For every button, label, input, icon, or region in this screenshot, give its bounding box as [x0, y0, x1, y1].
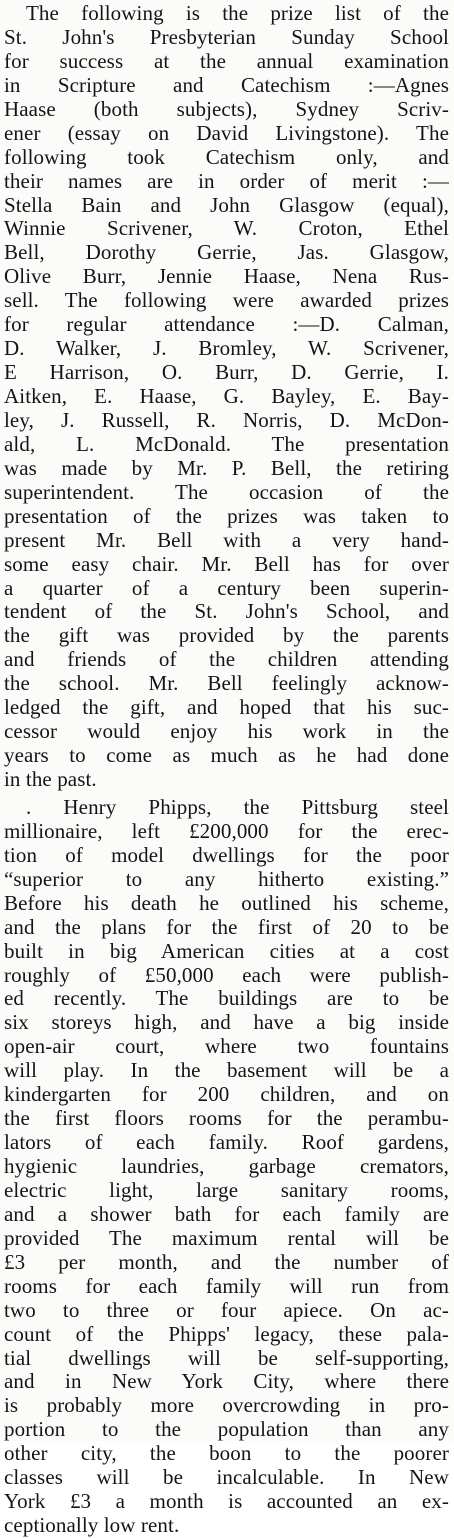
text-line: ald, L. McDonald. The presentation [4, 431, 449, 456]
text-line: rooms for each family will run from [4, 1273, 449, 1298]
text-line: . Henry Phipps, the Pittsburg steel [26, 794, 449, 819]
text-line: Stella Bain and John Glasgow (equal), [4, 192, 449, 217]
text-line: and a shower bath for each family are [4, 1201, 449, 1226]
text-line: hygienic laundries, garbage cremators, [4, 1154, 449, 1178]
text-line: tial dwellings will be self-supporting, [4, 1345, 449, 1370]
text-line: ener (essay on David Livingstone). The [4, 120, 449, 145]
text-line: years to come as much as he had done [4, 743, 449, 768]
text-line: The following is the prize list of the [26, 1, 449, 25]
text-line: cessor would enjoy his work in the [4, 719, 449, 744]
text-line: kindergarten for 200 children, and on [4, 1082, 449, 1107]
text-line: in Scripture and Catechism :—Agnes [4, 72, 449, 97]
text-line: their names are in order of merit :— [4, 168, 449, 193]
text-line: Before his death he outlined his scheme, [4, 890, 449, 915]
text-line: Aitken, E. Haase, G. Bayley, E. Bay- [4, 384, 449, 408]
text-line: for regular attendance :—D. Calman, [4, 312, 449, 337]
text-line: tendent of the St. John's School, and [4, 599, 449, 624]
text-line: present Mr. Bell with a very hand- [4, 527, 449, 552]
text-line: ledged the gift, and hoped that his suc- [4, 695, 449, 720]
text-line: six storeys high, and have a big inside [4, 1010, 449, 1035]
text-line: Winnie Scrivener, W. Croton, Ethel [4, 216, 449, 241]
text-line: ley, J. Russell, R. Norris, D. McDon- [4, 407, 449, 432]
paragraph-phipps-dwellings [4, 796, 449, 1538]
text-line: superintendent. The occasion of the [4, 479, 449, 504]
text-line: and friends of the children attending [4, 647, 449, 672]
text-line: Olive Burr, Jennie Haase, Nena Rus- [4, 264, 449, 289]
text-line: classes will be incalculable. In New [4, 1465, 449, 1490]
text-line: provided The maximum rental will be [4, 1225, 449, 1250]
text-line: presentation of the prizes was taken to [4, 503, 449, 528]
text-line: count of the Phipps' legacy, these pala- [4, 1321, 449, 1346]
text-line: ed recently. The buildings are to be [4, 986, 449, 1011]
text-line: was made by Mr. P. Bell, the retiring [4, 455, 449, 480]
text-line: D. Walker, J. Bromley, W. Scrivener, [4, 336, 449, 361]
text-line: the gift was provided by the parents [4, 623, 449, 648]
text-line: in the past. [4, 767, 97, 791]
text-line: ceptionally low rent. [4, 1513, 180, 1538]
text-line: and in New York City, where there [4, 1369, 449, 1394]
paragraph-sunday-school-prizes [4, 2, 449, 792]
text-line: a quarter of a century been superin- [4, 575, 449, 600]
text-line: E Harrison, O. Burr, D. Gerrie, I. [4, 360, 449, 385]
text-line: millionaire, left £200,000 for the erec- [4, 818, 449, 843]
text-line: “superior to any hitherto existing.” [4, 866, 449, 891]
text-line: is probably more overcrowding in pro- [4, 1393, 449, 1418]
text-line: and the plans for the first of 20 to be [4, 914, 449, 939]
text-line: York £3 a month is accounted an ex- [4, 1489, 449, 1514]
text-line: lators of each family. Roof gardens, [4, 1130, 449, 1155]
text-line: £3 per month, and the number of [4, 1249, 449, 1274]
text-line: other city, the boon to the poorer [4, 1441, 449, 1466]
text-line: open-air court, where two fountains [4, 1034, 449, 1059]
text-line: portion to the population than any [4, 1417, 449, 1442]
text-line: electric light, large sanitary rooms, [4, 1177, 449, 1202]
text-line: sell. The following were awarded prizes [4, 288, 449, 313]
text-line: following took Catechism only, and [4, 144, 449, 169]
text-line: Haase (both subjects), Sydney Scriv- [4, 96, 449, 121]
text-line: two to three or four apiece. On ac- [4, 1297, 449, 1322]
text-line: the first floors rooms for the perambu- [4, 1106, 449, 1131]
text-line: built in big American cities at a cost [4, 938, 449, 963]
text-line: roughly of £50,000 each were publish- [4, 962, 449, 987]
text-line: tion of model dwellings for the poor [4, 842, 449, 867]
text-line: the school. Mr. Bell feelingly acknow- [4, 671, 449, 696]
text-line: for success at the annual examination [4, 48, 449, 73]
text-line: some easy chair. Mr. Bell has for over [4, 551, 449, 576]
text-line: will play. In the basement will be a [4, 1058, 449, 1083]
text-line: Bell, Dorothy Gerrie, Jas. Glasgow, [4, 240, 449, 265]
text-line: St. John's Presbyterian Sunday School [4, 24, 449, 49]
